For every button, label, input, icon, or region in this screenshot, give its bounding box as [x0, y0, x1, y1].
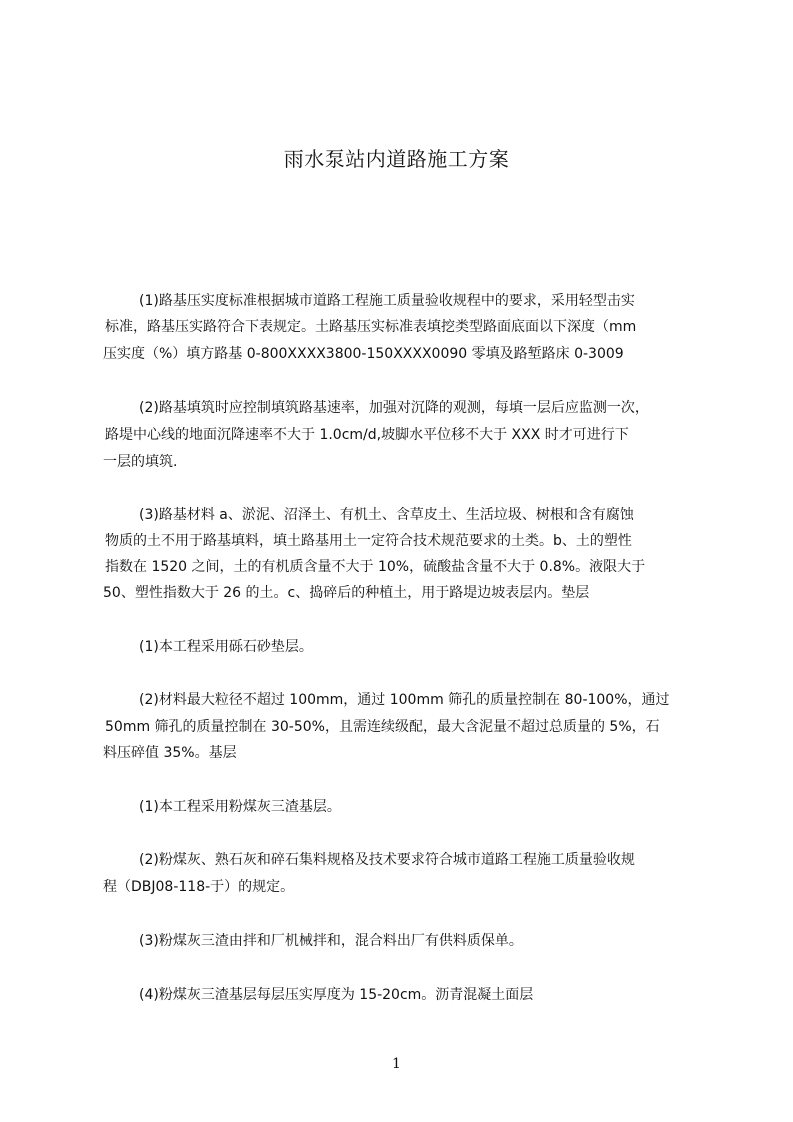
paragraph-7-line-1: (2)粉煤灰、熟石灰和碎石集料规格及技术要求符合城市道路工程施工质量验收规	[139, 852, 635, 868]
page-number: 1	[392, 1056, 401, 1072]
paragraph-5-line-1: (2)材料最大粒径不超过 100mm，通过 100mm 筛孔的质量控制在 80-100%，通过	[139, 692, 670, 708]
paragraph-3-line-4: 50、塑性指数大于 26 的土。c、捣碎后的种植土，用于路堤边坡表层内。垫层	[103, 585, 590, 601]
document-title: 雨水泵站内道路施工方案	[283, 147, 510, 171]
paragraph-1-line-3: 压实度（%）填方路基 0-800XXXX3800-150XXXX0090 零填及路堑路床 0-3009	[103, 346, 624, 362]
paragraph-1-line-1: (1)路基压实度标准根据城市道路工程施工质量验收规程中的要求，采用轻型击实	[139, 293, 635, 309]
paragraph-9-line-1: (4)粉煤灰三渣基层每层压实厚度为 15-20cm。沥青混凝土面层	[139, 987, 534, 1003]
paragraph-2-line-3: 一层的填筑.	[103, 454, 178, 470]
paragraph-3-line-1: (3)路基材料 a、淤泥、沼泽土、有机土、含草皮土、生活垃圾、树根和含有腐蚀	[139, 507, 634, 523]
paragraph-3-line-2: 物质的土不用于路基填料，填土路基用土一定符合技术规范要求的土类。b、土的塑性	[105, 533, 632, 549]
paragraph-5-line-3: 料压碎值 35%。基层	[103, 745, 237, 761]
paragraph-3-line-3: 指数在 1520 之间，土的有机质含量不大于 10%，硫酸盐含量不大于 0.8%。液限大于	[105, 559, 646, 575]
paragraph-2-line-1: (2)路基填筑时应控制填筑路基速率，加强对沉降的观测，每填一层后应监测一次，	[139, 400, 649, 416]
paragraph-5-line-2: 50mm 筛孔的质量控制在 30-50%，且需连续级配，最大含泥量不超过总质量的 5%，石	[105, 719, 660, 735]
paragraph-4-line-1: (1)本工程采用砾石砂垫层。	[139, 639, 313, 655]
paragraph-6-line-1: (1)本工程采用粉煤灰三渣基层。	[139, 799, 341, 815]
paragraph-1-line-2: 标准，路基压实路符合下表规定。土路基压实标准表填挖类型路面底面以下深度（mm	[105, 319, 637, 335]
paragraph-8-line-1: (3)粉煤灰三渣由拌和厂机械拌和，混合料出厂有供料质保单。	[139, 933, 523, 949]
paragraph-7-line-2: 程（DBJ08-118-于）的规定。	[103, 879, 295, 895]
paragraph-2-line-2: 路堤中心线的地面沉降速率不大于 1.0cm/d,坡脚水平位移不大于 XXX 时才可进行下	[105, 427, 629, 443]
